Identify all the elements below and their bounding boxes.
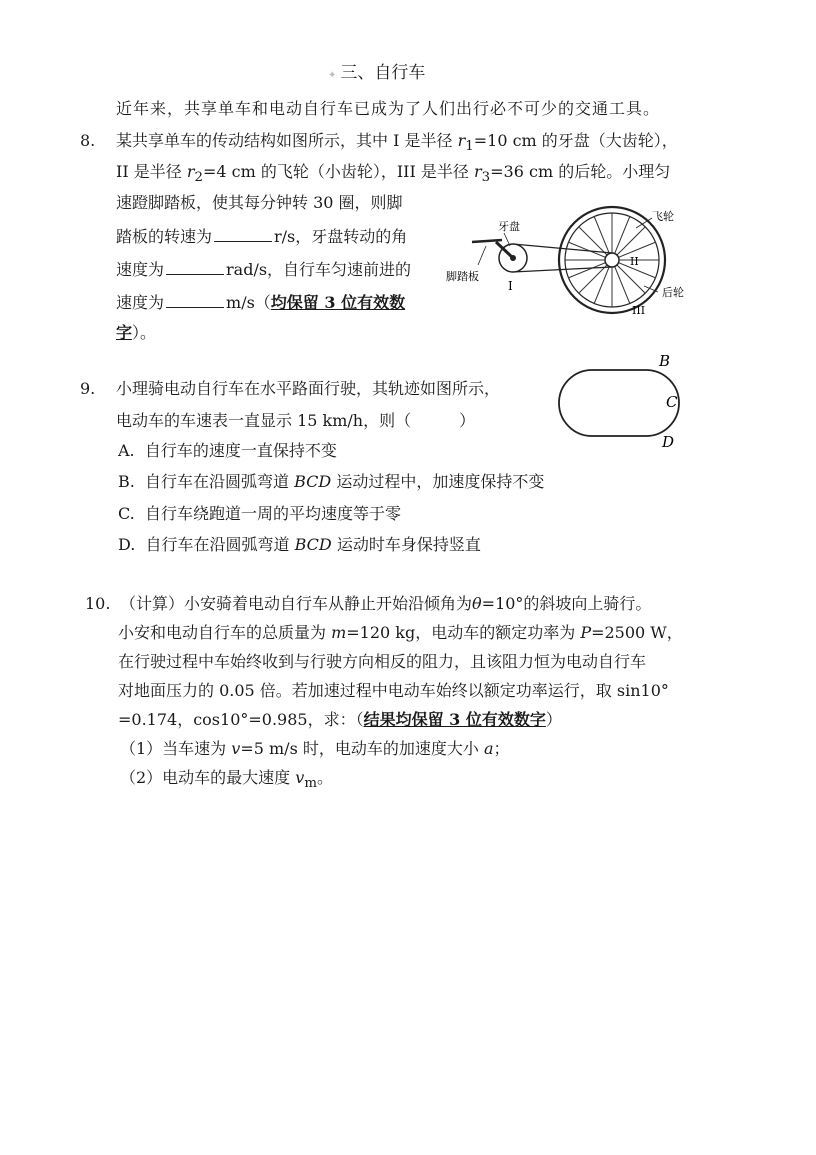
section-title-text: 三、自行车: [340, 63, 426, 83]
bullet-dot-icon: ✦: [328, 70, 337, 81]
answer-blank-3[interactable]: [166, 291, 224, 308]
q9-option-d[interactable]: D. 自行车在沿圆弧弯道 BCD 运动时车身保持竖直: [118, 535, 481, 554]
q8-line-7: 字）。: [116, 323, 157, 342]
label-yapan: 牙盘: [498, 220, 520, 233]
label-feilun: 飞轮: [652, 210, 674, 223]
label-I: I: [508, 279, 513, 293]
q8-line-6: 速度为 m/s（均保留 3 位有效数: [116, 293, 406, 312]
q10-line-1: （计算）小安骑着电动自行车从静止开始沿倾角为θ=10°的斜坡向上骑行。: [120, 594, 652, 613]
point-B: B: [659, 352, 671, 370]
q8-line-3: 速蹬脚踏板，使其每分钟转 30 圈，则脚: [116, 193, 403, 212]
answer-blank-1[interactable]: [214, 225, 272, 242]
q10-number: 10.: [85, 594, 111, 613]
q10-line-5: =0.174，cos10°=0.985，求：（结果均保留 3 位有效数字）: [118, 710, 562, 729]
oval-track: [559, 370, 679, 436]
q9-number: 9.: [80, 379, 96, 398]
label-III: III: [632, 304, 646, 317]
q9-line-1: 小理骑电动自行车在水平路面行驶，其轨迹如图所示，: [116, 379, 501, 398]
q10-subquestion-2: （2）电动车的最大速度 $v_m$。: [120, 768, 333, 792]
label-houlun: 后轮: [662, 286, 684, 299]
q8-line-5: 速度为 rad/s，自行车匀速前进的: [116, 260, 412, 279]
q9-option-c[interactable]: C. 自行车绕跑道一周的平均速度等于零: [118, 504, 401, 523]
q10-subquestion-1: （1）当车速为 v=5 m/s 时，电动车的加速度大小 a；: [120, 739, 510, 758]
q9-option-a[interactable]: A. 自行车的速度一直保持不变: [118, 441, 337, 460]
q10-line-3: 在行驶过程中车始终收到与行驶方向相反的阻力，且该阻力恒为电动自行车: [118, 652, 647, 671]
flywheel-gear: [605, 253, 619, 267]
q8-number: 8.: [80, 131, 96, 150]
label-jiaotaban: 脚踏板: [446, 270, 479, 283]
chain-bottom: [513, 267, 612, 272]
q10-line-2: 小安和电动自行车的总质量为 m=120 kg，电动车的额定功率为 P=2500 W，: [118, 623, 683, 642]
bicycle-transmission-figure: [440, 200, 720, 320]
label-II: II: [630, 255, 639, 268]
point-D: D: [662, 433, 675, 450]
intro-text: 近年来，共享单车和电动自行车已成为了人们出行必不可少的交通工具。: [116, 99, 661, 118]
section-title: [328, 62, 425, 87]
q9-line-2: 电动车的车速表一直显示 15 km/h，则（ ）: [116, 411, 476, 430]
point-C: C: [666, 393, 678, 411]
q8-line-2: II 是半径 $r_2=4$ cm 的飞轮（小齿轮），III 是半径 $r_3=36$ cm 的后轮。小理匀: [116, 162, 671, 186]
track-figure: [550, 350, 690, 450]
q10-line-4: 对地面压力的 0.05 倍。若加速过程中电动车始终以额定功率运行，取 sin10°: [118, 681, 669, 700]
answer-blank-2[interactable]: [166, 258, 224, 275]
q8-line-1: 某共享单车的传动结构如图所示，其中 I 是半径 $r_1=10$ cm 的牙盘（大齿轮），: [116, 131, 678, 155]
q8-line-4: 踏板的转速为 r/s，牙盘转动的角: [116, 227, 408, 246]
q9-option-b[interactable]: B. 自行车在沿圆弧弯道 BCD 运动过程中，加速度保持不变: [118, 472, 545, 491]
